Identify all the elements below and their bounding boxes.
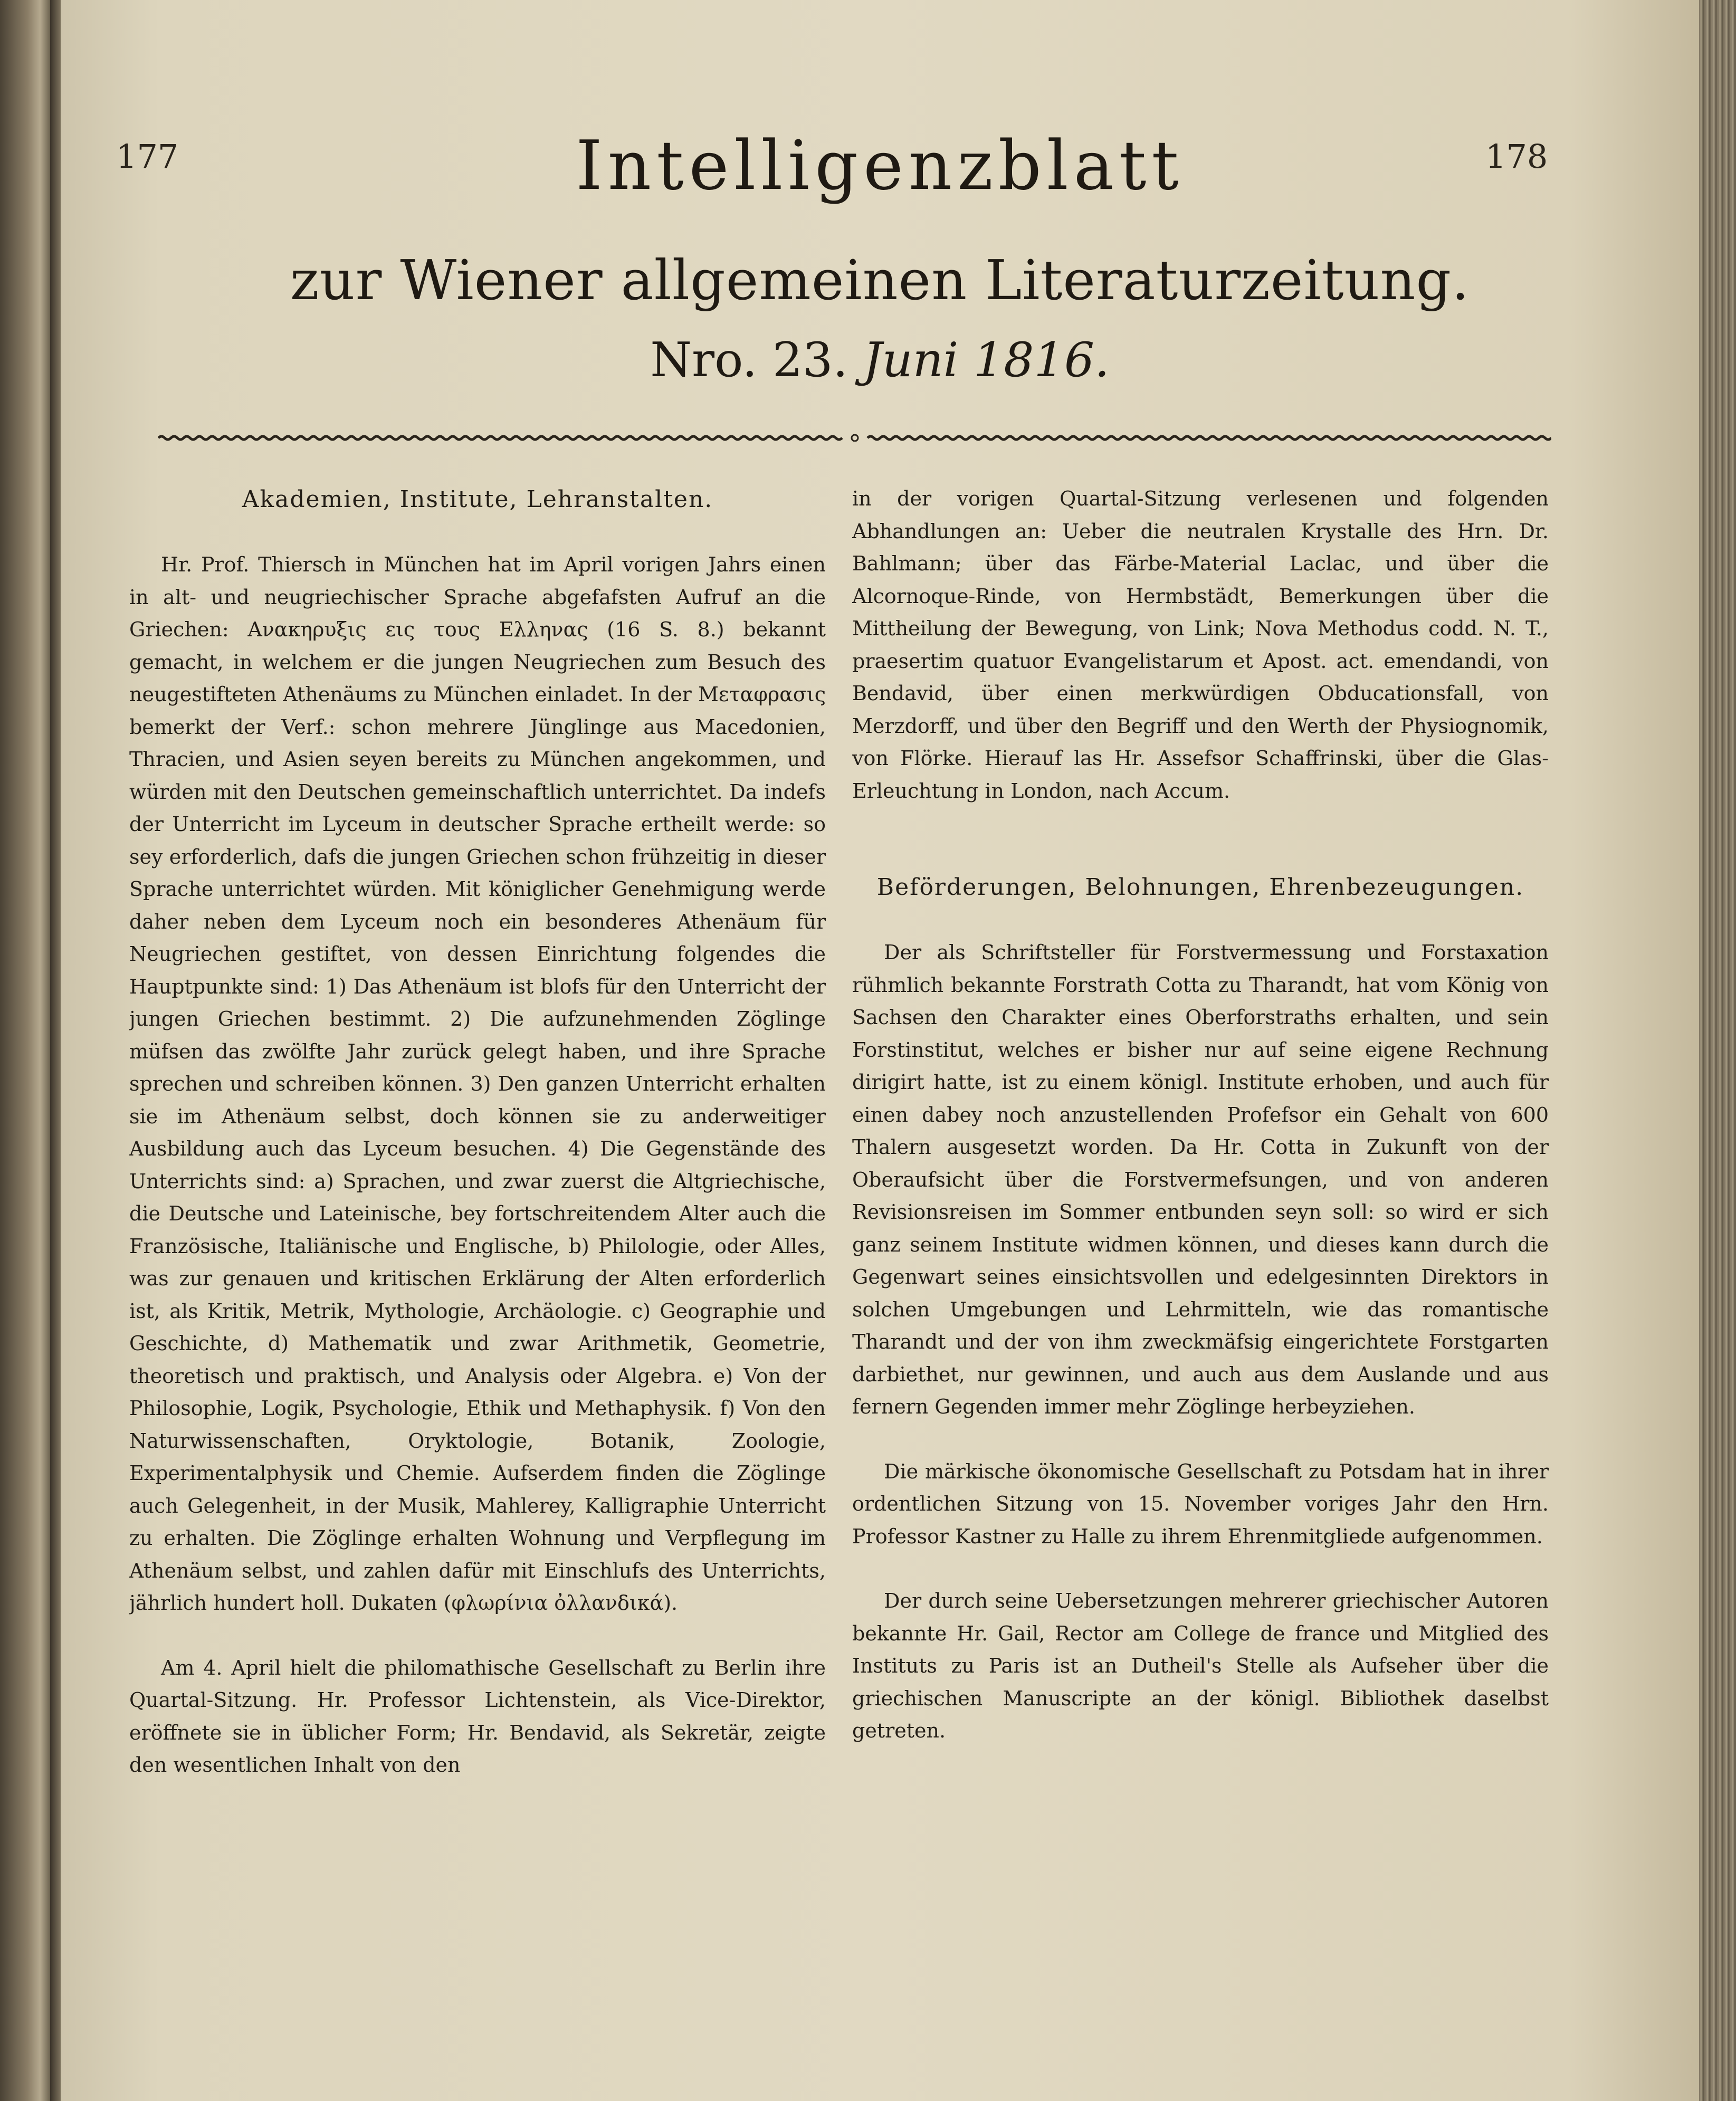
spacer bbox=[852, 807, 1549, 871]
page-stack-edge bbox=[1699, 0, 1736, 2101]
issue-number: Nro. 23. bbox=[650, 332, 848, 388]
paragraph-maerkische: Die märkische ökonomische Gesellschaft zu Potsdam hat in ihrer ordentlichen Sitzung von 15. November voriges Jahr den Hrn. Professor Kastner zu Halle zu ihrem Ehrenmitgliede aufgenommen. bbox=[852, 1459, 1549, 1548]
spacer bbox=[852, 1553, 1549, 1585]
masthead-subtitle: zur Wiener allgemeinen Literaturzeitung. bbox=[290, 248, 1470, 312]
section-heading-akademien: Akademien, Institute, Lehranstalten. bbox=[242, 486, 713, 513]
facing-page-edge bbox=[0, 0, 50, 2101]
right-column bbox=[852, 483, 1549, 2045]
section-heading-befoerderungen: Beförderungen, Belohnungen, Ehrenbezeugungen. bbox=[876, 874, 1524, 901]
page-number-left: 177 bbox=[116, 137, 179, 176]
paragraph-gail: Der durch seine Uebersetzungen mehrerer griechischer Autoren bekannte Hr. Gail, Rector am College de france und Mitglied des Instituts zu Paris ist an Dutheil's Stelle als Aufseher über die griechischen Manuscripte an der königl. Bibliothek daselbst getreten. bbox=[852, 1589, 1549, 1742]
ornamental-rule-graphic bbox=[158, 434, 1551, 442]
paragraph-cotta: Der als Schriftsteller für Forstvermessung und Forstaxation rühmlich bekannte Forstrath Cotta zu Tharandt, hat vom König von Sachsen den Charakter eines Oberforstraths erhalten, und sein Forstinstitut, welches er bisher nur auf seine eigene Rechnung dirigirt hatte, ist zu einem königl. Institute erhoben, und auch für einen dabey noch anzustellenden Profefsor ein Gehalt von 600 Thalern ausgesetzt worden. Da Hr. Cotta in Zukunft von der Oberaufsicht über die Forstvermefsungen, und von anderen Revisionsreisen im Sommer entbunden seyn soll: so wird er sich ganz seinem Institute widmen können, und dieses kann durch die Gegenwart seines einsichtsvollen und edelgesinnten Direktors in solchen Umgebungen und Lehrmitteln, wie das romantische Tharandt und der von ihm zweckmäfsig eingerichtete Forstgarten darbiethet, nur gewinnen, und auch aus dem Auslande und aus fernern Gegenden immer mehr Zöglinge herbeyziehen. bbox=[852, 941, 1549, 1418]
paragraph-philomathische: Am 4. April hielt die philomathische Gesellschaft zu Berlin ihre Quartal-Sitzung. Hr. Professor Lichtenstein, als Vice-Direktor, eröffnete sie in üblicher Form; Hr. Bendavid, als Sekretär, zeigte den wesentlichen Inhalt von den bbox=[129, 1656, 826, 1777]
paragraph-thiersch: Hr. Prof. Thiersch in München hat im April vorigen Jahrs einen in alt- und neugriechischer Sprache abgefafsten Aufruf an die Griechen: Ανακηρυξις εις τους Ελληνας (16 S. 8.) bekannt gemacht, in welchem er die jungen Neugriechen zum Besuch des neugestifteten Athenäums zu München einladet. In der Μεταφρασις bemerkt der Verf.: schon mehrere Jünglinge aus Macedonien, Thracien, und Asien seyen bereits zu München angekommen, und würden mit den Deutschen gemeinschaftlich unterrichtet. Da indefs der Unterricht im Lyceum in deutscher Sprache ertheilt werde: so sey erforderlich, dafs die jungen Griechen schon frühzeitig in dieser Sprache unterrichtet würden. Mit königlicher Genehmigung werde daher neben dem Lyceum noch ein besonderes Athenäum für Neugriechen gestiftet, von dessen Einrichtung folgendes die Hauptpunkte sind: 1) Das Athenäum ist blofs für den Unterricht der jungen Griechen bestimmt. 2) Die aufzunehmenden Zöglinge müfsen das zwölfte Jahr zurück gelegt haben, und ihre Sprache sprechen und schreiben können. 3) Den ganzen Unterricht erhalten sie im Athenäum selbst, doch können sie zu anderweitiger Ausbildung auch das Lyceum besuchen. 4) Die Gegenstände des Unterrichts sind: a) Sprachen, und zwar zuerst die Altgriechische, die Deutsche und Lateinische, bey fortschreitendem Alter auch die Französische, Italiänische und Englische, b) Philologie, oder Alles, was zur genauen und kritischen Erklärung der Alten erforderlich ist, als Kritik, Metrik, Mythologie, Archäologie. c) Geographie und Geschichte, d) Mathematik und zwar Arithmetik, Geometrie, theoretisch und praktisch, und Analysis oder Algebra. e) Von der Philosophie, Logik, Psychologie, Ethik und Methaphysik. f) Von den Naturwissenschaften, Oryktologie, Botanik, Zoologie, Experimentalphysik und Chemie. Aufserdem finden die Zöglinge auch Gelegenheit, in der Musik, Mahlerey, Kalligraphie Unterricht zu erhalten. Die Zöglinge erhalten Wohnung und Verpflegung im Athenäum selbst, und zahlen dafür mit Einschlufs des Unterrichts, jährlich hundert holl. Dukaten (φλωρίνια ὀλλανδικά). bbox=[129, 553, 826, 1615]
spacer bbox=[852, 1424, 1549, 1456]
issue-line bbox=[61, 332, 1699, 388]
spacer bbox=[852, 904, 1549, 937]
issue-date: Juni 1816. bbox=[863, 332, 1110, 388]
book-gutter bbox=[50, 0, 61, 2101]
ornamental-rule bbox=[158, 434, 1551, 442]
left-column bbox=[129, 483, 826, 2045]
paragraph-continuation: in der vorigen Quartal-Sitzung verlesenen und folgenden Abhandlungen an: Ueber die neutralen Krystalle des Hrn. Dr. Bahlmann; über das Färbe-Material Laclac, und über die Alcornoque-Rinde, von Hermbstädt, Bemerkungen über die Mittheilung der Bewegung, von Link; Nova Methodus codd. N. T., praesertim quatuor Evangelistarum et Apost. act. emendandi, von Bendavid, über einen merkwürdigen Obducationsfall, von Merzdorff, und über den Begriff und den Werth der Physiognomik, von Flörke. Hierauf las Hr. Assefsor Schaffrinski, über die Glas-Erleuchtung in London, nach Accum. bbox=[852, 487, 1549, 803]
page-number-right: 178 bbox=[1485, 137, 1548, 176]
masthead-title: Intelligenzblatt bbox=[576, 127, 1184, 205]
spacer bbox=[129, 1620, 826, 1652]
spacer bbox=[129, 517, 826, 549]
